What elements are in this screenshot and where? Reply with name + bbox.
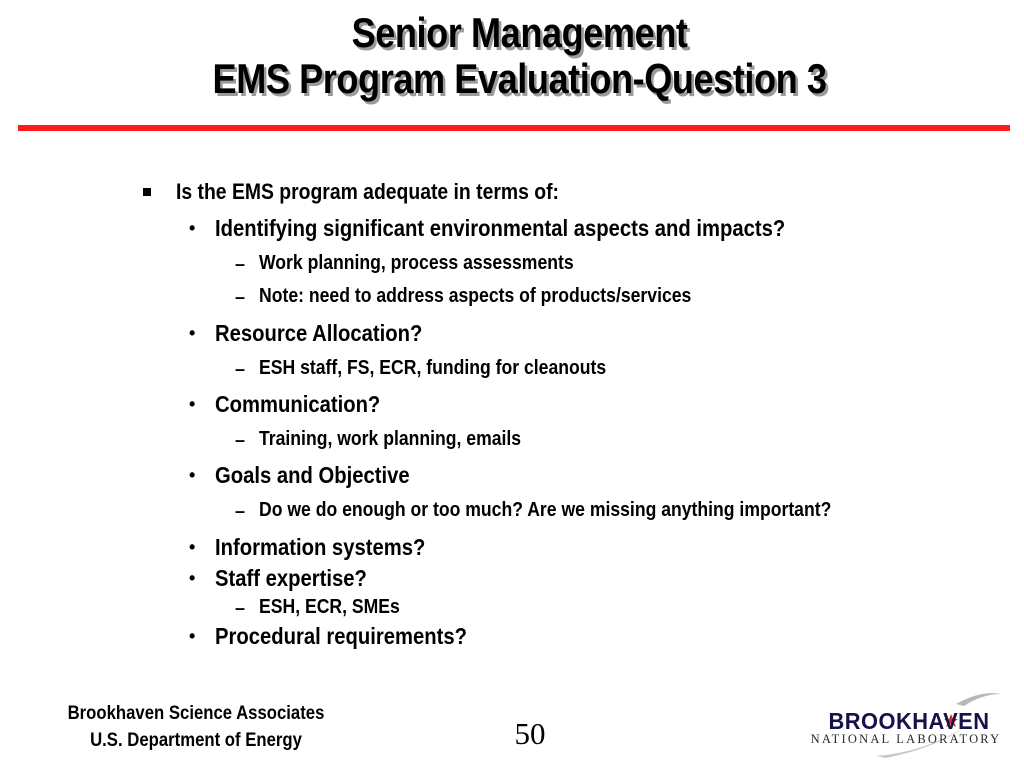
list-item: Communication? (215, 391, 381, 417)
logo-subtitle: NATIONAL LABORATORY (810, 732, 1002, 746)
slide-title-line1: Senior Management (351, 9, 688, 56)
bullet-dot-icon: • (189, 323, 196, 343)
footer-org-line2: U.S. Department of Energy (90, 730, 302, 751)
slide-title-line2: EMS Program Evaluation-Question 3 (212, 55, 827, 102)
sub-list-item: Do we do enough or too much? Are we missing anything important? (259, 499, 832, 521)
bullet-dot-icon: • (189, 537, 196, 557)
bullet-dot-icon: • (189, 568, 196, 588)
sub-list-item: Work planning, process assessments (259, 252, 574, 274)
sub-list-item: Training, work planning, emails (259, 428, 522, 450)
main-bullet-text: Is the EMS program adequate in terms of: (176, 179, 559, 204)
sub-list-item: ESH, ECR, SMEs (259, 596, 400, 618)
bullet-dot-icon: • (189, 465, 196, 485)
dash-bullet-icon: – (235, 254, 246, 274)
list-item: Procedural requirements? (215, 623, 467, 649)
footer-org-line1: Brookhaven Science Associates (67, 703, 325, 724)
square-bullet-icon (143, 188, 151, 196)
page-number: 50 (514, 716, 546, 751)
sub-list-item: ESH staff, FS, ECR, funding for cleanouts (259, 357, 607, 379)
dash-bullet-icon: – (235, 287, 246, 307)
logo-wordmark: BROOKHAVEN (828, 708, 990, 734)
bullet-dot-icon: • (189, 394, 196, 414)
dash-bullet-icon: – (235, 501, 246, 521)
bullet-dot-icon: • (189, 218, 196, 238)
list-item: Resource Allocation? (215, 320, 423, 346)
bullet-dot-icon: • (189, 626, 196, 646)
dash-bullet-icon: – (235, 598, 246, 618)
dash-bullet-icon: – (235, 359, 246, 379)
list-item: Staff expertise? (215, 565, 367, 591)
list-item: Goals and Objective (215, 462, 410, 488)
dash-bullet-icon: – (235, 430, 246, 450)
list-item: Identifying significant environmental aspects and impacts? (215, 215, 786, 241)
sub-list-item: Note: need to address aspects of products/services (259, 285, 692, 307)
list-item: Information systems? (215, 534, 426, 560)
brookhaven-logo (806, 690, 1006, 760)
footer-organization (62, 700, 330, 754)
